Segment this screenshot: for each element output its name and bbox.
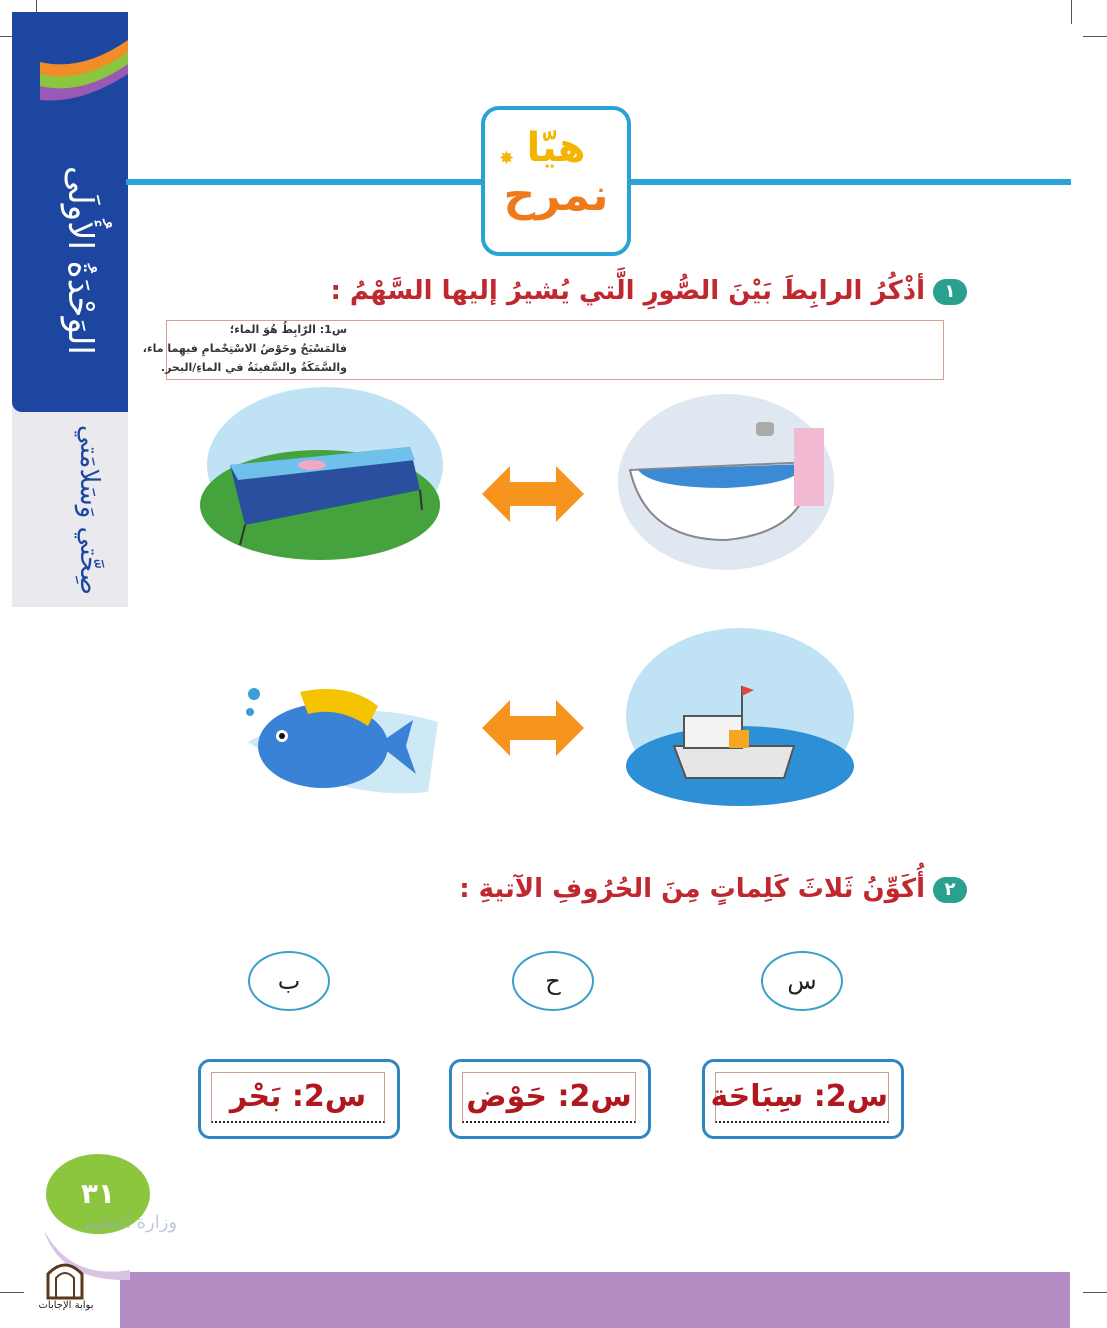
letter-bubble: س <box>761 951 843 1011</box>
bathtub-image <box>616 392 841 572</box>
answer-box-1 <box>142 320 944 380</box>
side-tab-swoosh-icon <box>12 12 128 102</box>
badge-line-2: نمرح <box>503 170 609 221</box>
question-2-heading <box>459 874 967 904</box>
answer-line: فالمَسْبَحُ وحَوْضُ الاسْتِحْمامِ فيهِما ماء، <box>142 342 347 355</box>
unit-title: الوَحْدَةُ الأُولَى <box>60 165 100 355</box>
fish-image <box>238 682 443 804</box>
page-number: ٣١ <box>46 1154 150 1234</box>
question-2-number: ٢ <box>933 877 967 903</box>
portal-logo-icon <box>44 1256 86 1300</box>
portal-name: بوابة الإجابات <box>38 1300 94 1311</box>
footer-band <box>120 1272 1070 1328</box>
letter-bubble: ح <box>512 951 594 1011</box>
question-1-text: أذْكُرُ الرابِطَ بَيْنَ الصُّورِ الَّتي يُشيرُ إليها السَّهْمُ : <box>330 276 925 306</box>
answer-line: والسَّمَكَةُ والسَّفينَةُ في الماءِ/البحر. <box>160 361 347 374</box>
crop-mark <box>1083 1292 1107 1293</box>
star-icon: ✸ <box>499 148 515 169</box>
double-arrow-icon <box>482 466 584 522</box>
word-answer-box[interactable] <box>449 1059 651 1139</box>
badge-line-1: هيّا <box>526 125 586 171</box>
letter-bubble: ب <box>248 951 330 1011</box>
word-answer: س2: بَحْر <box>211 1072 385 1123</box>
word-answer: س2: حَوْض <box>462 1072 636 1123</box>
boat-image <box>624 626 856 808</box>
answer-line: س1: الرّابِطُ هُوَ الماء؛ <box>229 323 347 336</box>
ministry-watermark: وزارة التعليم <box>82 1212 178 1233</box>
crop-mark <box>1071 0 1072 24</box>
word-answer: س2: سِبَاحَة <box>715 1072 889 1123</box>
question-1-number: ١ <box>933 279 967 305</box>
crop-mark <box>0 1292 24 1293</box>
question-2-text: أُكَوِّنُ ثَلاثَ كَلِماتٍ مِنَ الحُرُوفِ الآتيةِ : <box>459 874 925 904</box>
theme-title: صِحَّتي وَسَلامَتي <box>74 425 104 595</box>
word-answer-box[interactable] <box>702 1059 904 1139</box>
swimming-pool-image <box>200 385 445 565</box>
question-1-heading <box>330 276 967 306</box>
word-answer-box[interactable] <box>198 1059 400 1139</box>
double-arrow-icon <box>482 700 584 756</box>
crop-mark <box>1083 36 1107 37</box>
lets-play-badge <box>481 106 631 256</box>
